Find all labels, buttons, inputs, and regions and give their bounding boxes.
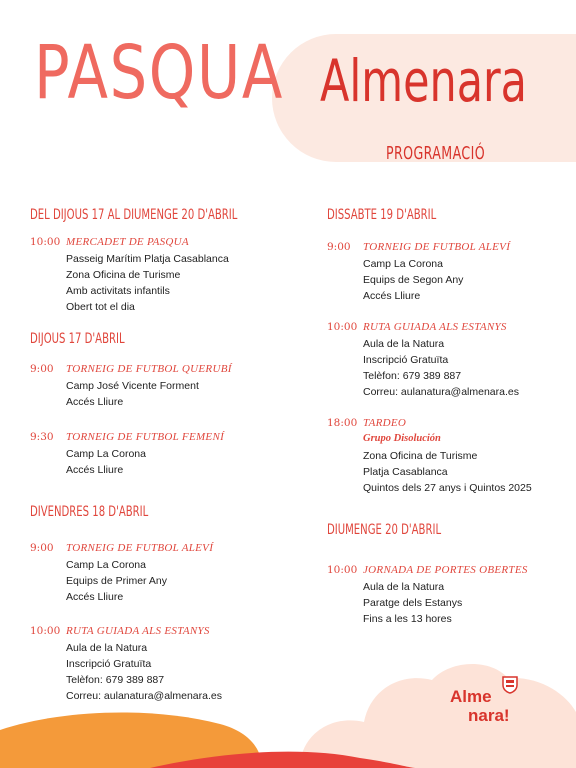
section-heading-dijous: DIJOUS 17 D'ABRIL [30, 331, 125, 347]
detail-line: Zona Oficina de Turisme [66, 269, 181, 281]
event-details [66, 251, 229, 315]
event-title-alevi: TORNEIG DE FUTBOL ALEVÍ [363, 241, 511, 253]
detail-line: Accés Lliure [66, 396, 124, 408]
event-title-femeni: TORNEIG DE FUTBOL FEMENÍ [66, 431, 225, 443]
event-title-alevi: TORNEIG DE FUTBOL ALEVÍ [66, 542, 214, 554]
event-time: 9:00 [30, 542, 54, 554]
logo-text-line2: nara! [468, 706, 510, 725]
section-heading-diumenge: DIUMENGE 20 D'ABRIL [327, 522, 442, 538]
page-title-pasqua: PASQUA [34, 30, 285, 116]
detail-line: Inscripció Gratuïta [66, 658, 152, 670]
shield-icon [502, 676, 518, 694]
detail-line: Aula de la Natura [363, 581, 445, 593]
event-subtitle-grupo: Grupo Disolución [363, 433, 441, 444]
page-title-almenara: Almenara [320, 47, 527, 115]
event-title-querubi: TORNEIG DE FUTBOL QUERUBÍ [66, 363, 232, 375]
event-details [66, 557, 167, 605]
event-time: 10:00 [30, 625, 61, 637]
detail-line: Quintos dels 27 anys i Quintos 2025 [363, 482, 532, 494]
detail-line: Accés Lliure [363, 290, 421, 302]
detail-line: Correu: aulanatura@almenara.es [363, 386, 519, 398]
event-title-portes-obertes: JORNADA DE PORTES OBERTES [363, 564, 528, 576]
event-time: 10:00 [30, 236, 61, 248]
detail-line: Accés Lliure [66, 464, 124, 476]
detail-line: Camp La Corona [66, 559, 146, 571]
detail-line: Fins a les 13 hores [363, 613, 452, 625]
event-time: 10:00 [327, 321, 358, 333]
detail-line: Aula de la Natura [66, 642, 148, 654]
event-details [66, 378, 199, 410]
detail-line: Camp La Corona [363, 258, 443, 270]
detail-line: Aula de la Natura [363, 338, 445, 350]
detail-line: Telèfon: 679 389 887 [363, 370, 462, 382]
detail-line: Inscripció Gratuïta [363, 354, 449, 366]
detail-line: Correu: aulanatura@almenara.es [66, 690, 222, 702]
section-heading-dissabte: DISSABTE 19 D'ABRIL [327, 207, 437, 223]
detail-line: Telèfon: 679 389 887 [66, 674, 165, 686]
logo-text-line1: Alme [450, 687, 492, 706]
detail-line: Camp La Corona [66, 448, 146, 460]
event-time: 9:30 [30, 431, 54, 443]
section-heading-divendres: DIVENDRES 18 D'ABRIL [30, 504, 149, 520]
event-time: 10:00 [327, 564, 358, 576]
detail-line: Equips de Primer Any [66, 575, 167, 587]
detail-line: Passeig Marítim Platja Casablanca [66, 253, 229, 265]
event-title-ruta: RUTA GUIADA ALS ESTANYS [363, 321, 507, 333]
section-heading-dijous-diumenge: DEL DIJOUS 17 AL DIUMENGE 20 D'ABRIL [30, 207, 238, 223]
detail-line: Zona Oficina de Turisme [363, 450, 478, 462]
event-title-mercadet: MERCADET DE PASQUA [66, 236, 189, 248]
detail-line: Accés Lliure [66, 591, 124, 603]
event-details [363, 256, 463, 304]
almenara-logo [450, 676, 540, 728]
detail-line: Equips de Segon Any [363, 274, 464, 286]
detail-line: Camp José Vicente Forment [66, 380, 199, 392]
event-title-tardeo: TARDEO [363, 417, 407, 429]
page-subtitle: PROGRAMACIÓ [386, 143, 486, 164]
event-time: 9:00 [327, 241, 351, 253]
detail-line: Platja Casablanca [363, 466, 448, 478]
event-details [363, 579, 462, 627]
detail-line: Paratge dels Estanys [363, 597, 463, 609]
event-time: 18:00 [327, 417, 358, 429]
event-details [66, 446, 146, 478]
event-time: 9:00 [30, 363, 54, 375]
event-details [363, 448, 532, 496]
detail-line: Amb activitats infantils [66, 285, 170, 297]
event-title-ruta: RUTA GUIADA ALS ESTANYS [66, 625, 210, 637]
detail-line: Obert tot el dia [66, 301, 135, 313]
event-details [363, 336, 519, 400]
